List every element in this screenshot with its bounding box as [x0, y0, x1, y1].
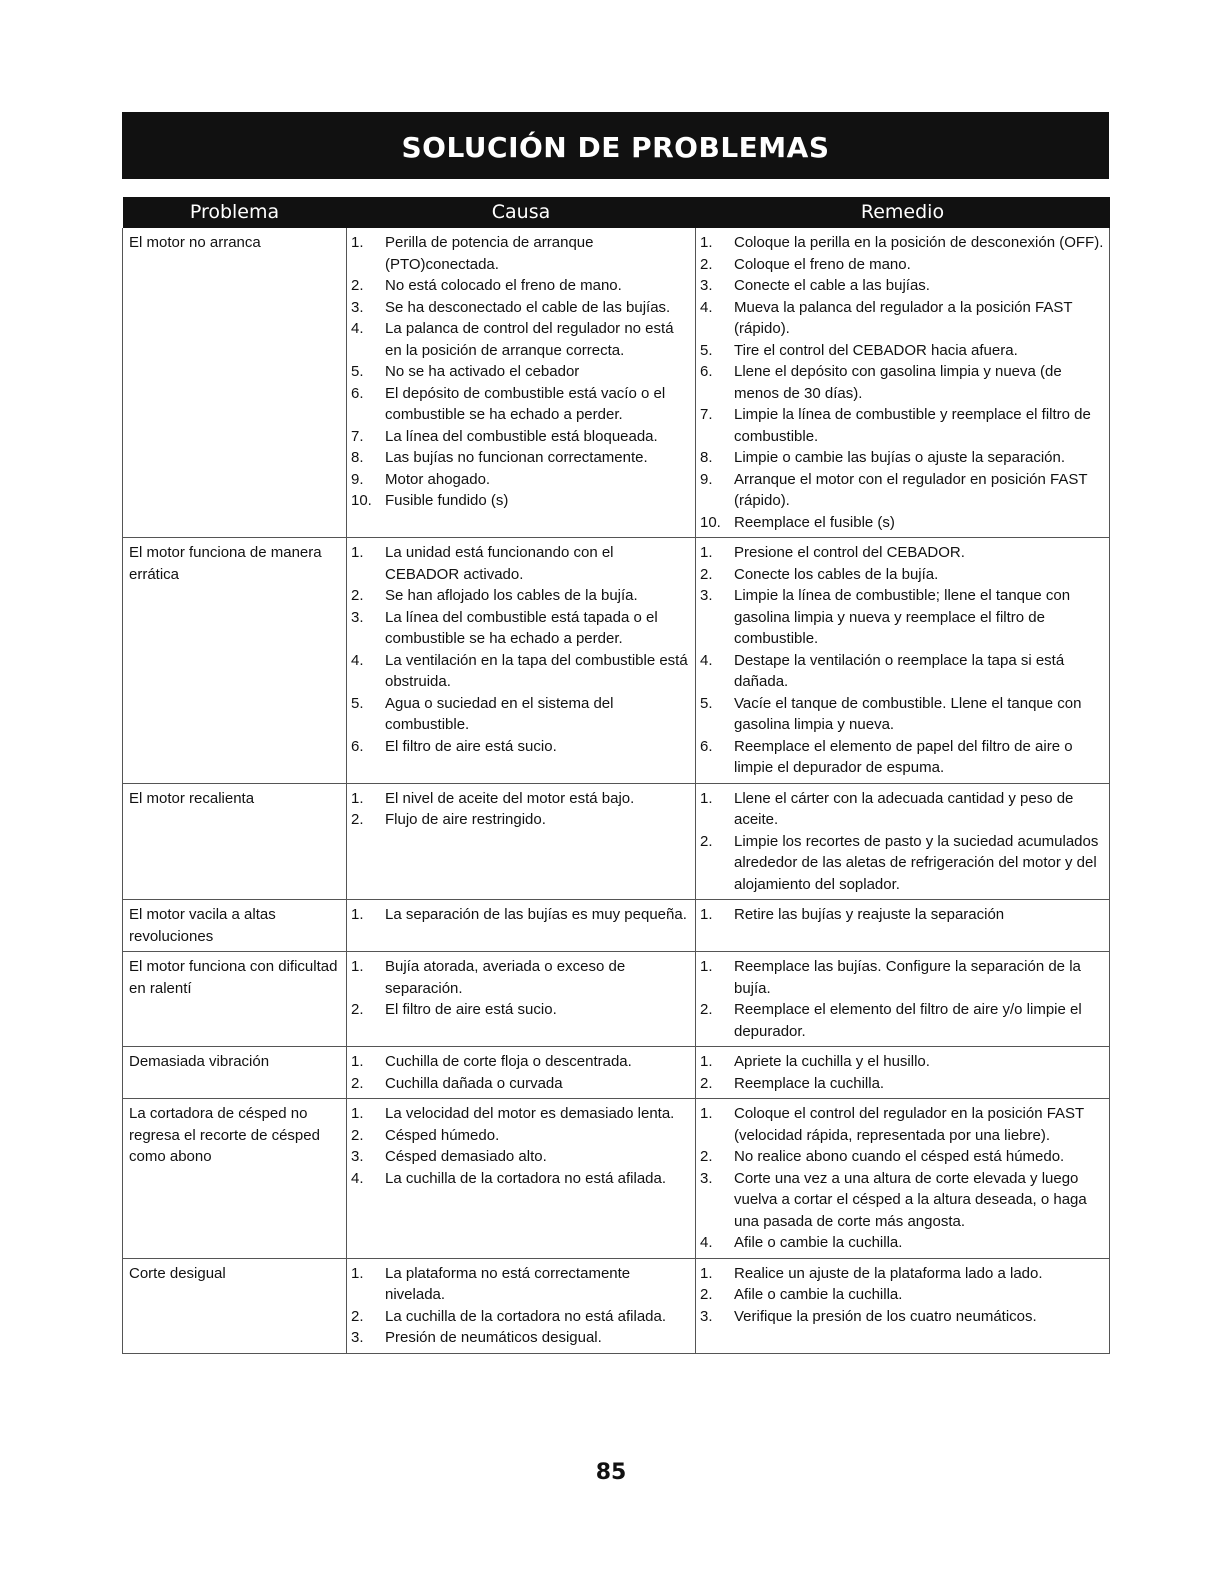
cause-item: [351, 956, 691, 999]
cause-item: [351, 585, 691, 607]
cause-cell: [347, 900, 696, 952]
cause-item-text: La velocidad del motor es demasiado lenta.: [385, 1105, 675, 1122]
cause-item-number: 2.: [351, 1126, 364, 1144]
cause-item-number: 1.: [351, 958, 364, 975]
cause-item-text: Se ha desconectado el cable de las bujías.: [385, 298, 671, 316]
cause-item-text: El filtro de aire está sucio.: [385, 737, 557, 755]
troubleshooting-table: [122, 197, 1110, 1354]
remedy-item-text: Arranque el motor con el regulador en posición FAST (rápido).: [734, 470, 1088, 509]
remedy-item-text: Llene el depósito con gasolina limpia y nueva (de menos de 30 días).: [734, 363, 1062, 402]
cause-item: [351, 1146, 691, 1168]
cause-item-text: La línea del combustible está bloqueada.: [385, 427, 658, 445]
remedy-item-number: 1.: [700, 544, 713, 561]
remedy-item-text: Reemplace el elemento de papel del filtro de aire o limpie el depurador de espuma.: [734, 737, 1073, 776]
cause-item: [351, 1073, 691, 1095]
cause-item-text: La línea del combustible está tapada o el combustible se ha echado a perder.: [385, 608, 658, 647]
remedy-item-text: Retire las bujías y reajuste la separación: [734, 906, 1005, 923]
remedy-cell: [696, 1099, 1110, 1259]
remedy-item-text: Reemplace la cuchilla.: [734, 1074, 885, 1092]
cause-item-number: 3.: [351, 298, 364, 316]
remedy-item-number: 4.: [700, 298, 713, 316]
cause-item-number: 1.: [351, 544, 364, 561]
cause-item: [351, 1103, 691, 1125]
remedy-item-number: 1.: [700, 234, 713, 251]
remedy-item: [700, 1284, 1105, 1306]
remedy-item-number: 3.: [700, 1169, 713, 1187]
cause-item: [351, 693, 691, 736]
cause-item: [351, 1327, 691, 1349]
cause-item: [351, 426, 691, 448]
remedy-item: [700, 1051, 1105, 1073]
remedy-item-number: 3.: [700, 277, 713, 294]
remedy-item: [700, 404, 1105, 447]
remedy-item-number: 1.: [700, 906, 713, 923]
cause-item-text: El filtro de aire está sucio.: [385, 1001, 557, 1018]
cause-item-number: 1.: [351, 789, 364, 807]
remedy-item-number: 7.: [700, 406, 713, 423]
remedy-item-text: Limpie la línea de combustible y reemplace el filtro de combustible.: [734, 406, 1091, 445]
cause-item-text: Se han aflojado los cables de la bujía.: [385, 587, 638, 604]
cause-item: [351, 542, 691, 585]
cause-item-number: 1.: [351, 1105, 364, 1122]
cause-cell: [347, 538, 696, 784]
remedy-item: [700, 469, 1105, 512]
problem-cell: El motor no arranca: [123, 228, 347, 538]
cause-item-text: La ventilación en la tapa del combustible está obstruida.: [385, 651, 688, 690]
remedy-item: [700, 1232, 1105, 1254]
remedy-cell: [696, 783, 1110, 900]
cause-item-text: El depósito de combustible está vacío o el combustible se ha echado a perder.: [385, 384, 666, 423]
remedy-item: [700, 650, 1105, 693]
remedy-item-number: 6.: [700, 737, 713, 755]
cause-item-text: Agua o suciedad en el sistema del combustible.: [385, 694, 614, 733]
remedy-item-text: Vacíe el tanque de combustible. Llene el tanque con gasolina limpia y nueva.: [734, 694, 1082, 733]
cause-item-number: 1.: [351, 1264, 364, 1282]
problem-cell: El motor funciona con dificultad en ralentí: [123, 952, 347, 1047]
remedy-item-text: Afile o cambie la cuchilla.: [734, 1234, 903, 1251]
cause-item-number: 6.: [351, 737, 364, 755]
cause-item: [351, 297, 691, 319]
cause-cell: [347, 783, 696, 900]
remedy-item-number: 10.: [700, 513, 721, 531]
table-header-row: [123, 197, 1110, 228]
cause-item-text: El nivel de aceite del motor está bajo.: [385, 789, 635, 807]
cause-item-text: Perilla de potencia de arranque (PTO)conectada.: [385, 234, 594, 273]
remedy-item-number: 2.: [700, 1286, 713, 1303]
cause-item-number: 4.: [351, 651, 364, 669]
remedy-item: [700, 340, 1105, 362]
remedy-cell: [696, 1047, 1110, 1099]
cause-item-text: La cuchilla de la cortadora no está afilada.: [385, 1307, 667, 1325]
remedy-item-number: 4.: [700, 1234, 713, 1251]
remedy-item-text: Reemplace el fusible (s): [734, 513, 895, 531]
cause-item-number: 9.: [351, 470, 364, 488]
page-title: SOLUCIÓN DE PROBLEMAS: [122, 112, 1109, 179]
cause-item: [351, 809, 691, 831]
cause-item: [351, 999, 691, 1021]
remedy-item-number: 1.: [700, 1264, 713, 1282]
remedy-item: [700, 297, 1105, 340]
remedy-item-number: 2.: [700, 565, 713, 583]
cause-item-text: Césped húmedo.: [385, 1126, 500, 1144]
remedy-item-number: 6.: [700, 363, 713, 380]
remedy-cell: [696, 228, 1110, 538]
remedy-item-number: 3.: [700, 1307, 713, 1325]
remedy-item: [700, 693, 1105, 736]
cause-item: [351, 383, 691, 426]
cause-cell: [347, 228, 696, 538]
cause-item: [351, 447, 691, 469]
remedy-item-text: Verifique la presión de los cuatro neumáticos.: [734, 1307, 1037, 1325]
remedy-item-text: Coloque la perilla en la posición de desconexión (OFF).: [734, 234, 1104, 251]
cause-item-number: 1.: [351, 234, 364, 251]
remedy-item: [700, 512, 1105, 534]
remedy-item: [700, 904, 1105, 926]
remedy-item-text: Limpie los recortes de pasto y la suciedad acumulados alrededor de las aletas de refrigeración del motor y del alojamiento del soplador.: [734, 832, 1099, 893]
cause-item: [351, 232, 691, 275]
table-row: [123, 228, 1110, 538]
cause-item: [351, 469, 691, 491]
remedy-item-text: Mueva la palanca del regulador a la posición FAST (rápido).: [734, 298, 1073, 337]
cause-item: [351, 1051, 691, 1073]
cause-item-number: 3.: [351, 1329, 364, 1346]
cause-cell: [347, 1099, 696, 1259]
remedy-item-text: Conecte los cables de la bujía.: [734, 565, 939, 583]
remedy-item-number: 2.: [700, 1074, 713, 1092]
cause-item-number: 2.: [351, 811, 364, 828]
cause-item-text: La separación de las bujías es muy pequeña.: [385, 906, 687, 923]
remedy-item: [700, 788, 1105, 831]
cause-item: [351, 736, 691, 758]
remedy-item-text: Corte una vez a una altura de corte elevada y luego vuelva a cortar el césped a la altura deseada, o haga una pasada de corte más angosta.: [734, 1169, 1087, 1230]
remedy-item-text: Afile o cambie la cuchilla.: [734, 1286, 903, 1303]
cause-item-number: 2.: [351, 277, 364, 294]
remedy-item-number: 2.: [700, 255, 713, 273]
remedy-item-number: 1.: [700, 958, 713, 975]
cause-item: [351, 1125, 691, 1147]
cause-item-text: Presión de neumáticos desigual.: [385, 1329, 602, 1346]
remedy-item-number: 3.: [700, 587, 713, 604]
remedy-item: [700, 564, 1105, 586]
remedy-item: [700, 736, 1105, 779]
remedy-item: [700, 275, 1105, 297]
problem-cell: El motor recalienta: [123, 783, 347, 900]
cause-item: [351, 361, 691, 383]
cause-item-text: No se ha activado el cebador: [385, 363, 580, 380]
remedy-item-text: Presione el control del CEBADOR.: [734, 544, 965, 561]
problem-cell: Demasiada vibración: [123, 1047, 347, 1099]
remedy-item: [700, 542, 1105, 564]
cause-item-number: 2.: [351, 1074, 364, 1092]
cause-item-number: 4.: [351, 1169, 364, 1187]
cause-item: [351, 1168, 691, 1190]
cause-item-text: La plataforma no está correctamente nivelada.: [385, 1264, 631, 1303]
cause-item-number: 10.: [351, 492, 372, 509]
cause-item: [351, 650, 691, 693]
remedy-item: [700, 447, 1105, 469]
remedy-item: [700, 254, 1105, 276]
problem-cell: Corte desigual: [123, 1258, 347, 1353]
remedy-item-number: 9.: [700, 470, 713, 488]
remedy-item: [700, 585, 1105, 650]
remedy-item-number: 5.: [700, 694, 713, 712]
table-row: [123, 900, 1110, 952]
cause-item: [351, 1263, 691, 1306]
header-cause: Causa: [347, 197, 696, 228]
remedy-item-number: 2.: [700, 1148, 713, 1165]
cause-item-text: Bujía atorada, averiada o exceso de separación.: [385, 958, 626, 997]
cause-item-text: Las bujías no funcionan correctamente.: [385, 449, 648, 466]
cause-cell: [347, 1047, 696, 1099]
cause-item: [351, 1306, 691, 1328]
cause-item-number: 7.: [351, 427, 364, 445]
table-body: [123, 228, 1110, 1353]
cause-item-number: 6.: [351, 384, 364, 402]
cause-item-number: 4.: [351, 320, 364, 337]
remedy-item-number: 8.: [700, 449, 713, 466]
cause-item-text: La unidad está funcionando con el CEBADOR activado.: [385, 544, 614, 583]
remedy-item-number: 1.: [700, 1105, 713, 1122]
cause-item-text: Fusible fundido (s): [385, 492, 509, 509]
remedy-item-text: No realice abono cuando el césped está húmedo.: [734, 1148, 1065, 1165]
table-row: [123, 952, 1110, 1047]
header-problem: Problema: [123, 197, 347, 228]
remedy-item-text: Coloque el control del regulador en la posición FAST (velocidad rápida, representada por una liebre).: [734, 1105, 1084, 1144]
cause-item-number: 8.: [351, 449, 364, 466]
table-row: [123, 1099, 1110, 1259]
cause-item-text: Césped demasiado alto.: [385, 1148, 547, 1165]
cause-item-number: 3.: [351, 1148, 364, 1165]
remedy-item-text: Apriete la cuchilla y el husillo.: [734, 1053, 930, 1070]
problem-cell: El motor vacila a altas revoluciones: [123, 900, 347, 952]
table-row: [123, 538, 1110, 784]
remedy-item-text: Limpie o cambie las bujías o ajuste la separación.: [734, 449, 1066, 466]
cause-cell: [347, 952, 696, 1047]
cause-item: [351, 788, 691, 810]
table-row: [123, 1258, 1110, 1353]
remedy-item: [700, 831, 1105, 896]
cause-item-text: Cuchilla dañada o curvada: [385, 1074, 563, 1092]
cause-item-text: Flujo de aire restringido.: [385, 811, 546, 828]
remedy-cell: [696, 952, 1110, 1047]
cause-item-number: 5.: [351, 694, 364, 712]
remedy-item: [700, 1073, 1105, 1095]
remedy-item-text: Reemplace las bujías. Configure la separación de la bujía.: [734, 958, 1081, 997]
remedy-item: [700, 232, 1105, 254]
remedy-item: [700, 1146, 1105, 1168]
cause-item-number: 2.: [351, 1001, 364, 1018]
remedy-item: [700, 1103, 1105, 1146]
cause-item-number: 1.: [351, 1053, 364, 1070]
cause-item-text: La palanca de control del regulador no está en la posición de arranque correcta.: [385, 320, 674, 359]
remedy-cell: [696, 538, 1110, 784]
remedy-item: [700, 1263, 1105, 1285]
cause-item-number: 3.: [351, 608, 364, 626]
table-row: [123, 1047, 1110, 1099]
remedy-item: [700, 361, 1105, 404]
remedy-item-number: 4.: [700, 651, 713, 669]
cause-cell: [347, 1258, 696, 1353]
table-row: [123, 783, 1110, 900]
remedy-item-text: Tire el control del CEBADOR hacia afuera.: [734, 341, 1018, 359]
cause-item: [351, 275, 691, 297]
remedy-cell: [696, 1258, 1110, 1353]
remedy-item-number: 1.: [700, 789, 713, 807]
remedy-item: [700, 1306, 1105, 1328]
remedy-item-number: 2.: [700, 832, 713, 850]
problem-cell: El motor funciona de manera errática: [123, 538, 347, 784]
remedy-cell: [696, 900, 1110, 952]
problem-cell: La cortadora de césped no regresa el recorte de césped como abono: [123, 1099, 347, 1259]
remedy-item-number: 1.: [700, 1053, 713, 1070]
remedy-item: [700, 956, 1105, 999]
remedy-item: [700, 1168, 1105, 1233]
remedy-item-text: Realice un ajuste de la plataforma lado a lado.: [734, 1264, 1043, 1282]
cause-item-number: 5.: [351, 363, 364, 380]
remedy-item-number: 2.: [700, 1001, 713, 1018]
cause-item-text: Motor ahogado.: [385, 470, 491, 488]
cause-item-text: No está colocado el freno de mano.: [385, 277, 622, 294]
remedy-item-text: Limpie la línea de combustible; llene el tanque con gasolina limpia y nueva y reemplace el filtro de combustible.: [734, 587, 1071, 647]
page-number: 85: [595, 1460, 627, 1485]
cause-item-number: 2.: [351, 587, 364, 604]
cause-item: [351, 490, 691, 512]
cause-item-number: 2.: [351, 1307, 364, 1325]
remedy-item-text: Llene el cárter con la adecuada cantidad y peso de aceite.: [734, 789, 1074, 828]
remedy-item-text: Destape la ventilación o reemplace la tapa si está dañada.: [734, 651, 1065, 690]
remedy-item: [700, 999, 1105, 1042]
cause-item: [351, 318, 691, 361]
remedy-item-text: Conecte el cable a las bujías.: [734, 277, 930, 294]
cause-item: [351, 904, 691, 926]
remedy-item-number: 5.: [700, 341, 713, 359]
cause-item-number: 1.: [351, 906, 364, 923]
header-remedy: Remedio: [696, 197, 1110, 228]
remedy-item-text: Coloque el freno de mano.: [734, 255, 911, 273]
remedy-item-text: Reemplace el elemento del filtro de aire y/o limpie el depurador.: [734, 1001, 1082, 1040]
cause-item: [351, 607, 691, 650]
cause-item-text: La cuchilla de la cortadora no está afilada.: [385, 1169, 667, 1187]
cause-item-text: Cuchilla de corte floja o descentrada.: [385, 1053, 632, 1070]
